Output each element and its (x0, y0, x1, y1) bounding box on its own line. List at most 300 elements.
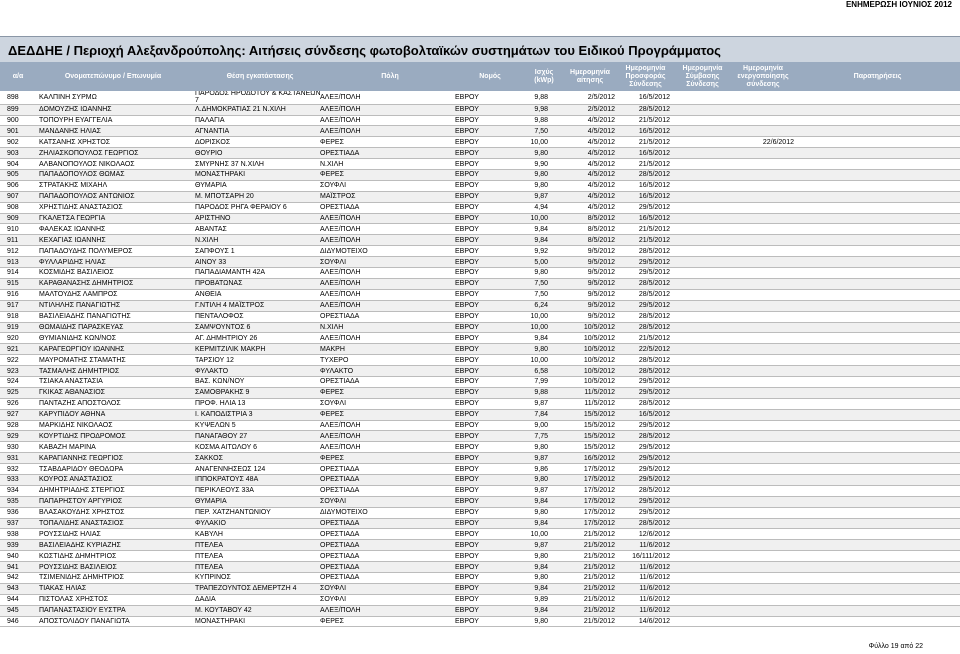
cell-location: Λ.ΔΗΜΟΚΡΑΤΙΑΣ 21 Ν.ΧΙΛΗ (195, 106, 286, 114)
cell-name: ΜΑΝΔΑΝΗΣ ΗΛΙΑΣ (39, 127, 101, 135)
table-row (0, 148, 960, 159)
cell-offer-date: 11/6/2012 (639, 574, 670, 582)
cell-application-date: 21/5/2012 (583, 530, 615, 538)
cell-prefecture: ΕΒΡΟΥ (455, 204, 479, 212)
table-row (0, 388, 960, 399)
cell-application-date: 10/5/2012 (583, 367, 615, 375)
cell-application-date: 9/5/2012 (587, 280, 615, 288)
cell-power: 9,88 (534, 93, 548, 101)
cell-activation-date (738, 323, 794, 333)
cell-name: ΠΑΠΑΡΗΣΤΟΥ ΑΡΓΥΡΙΟΣ (39, 498, 123, 506)
cell-location: Ν.ΧΙΛΗ (195, 236, 219, 244)
cell-city: ΑΛΕΞ/ΠΟΛΗ (320, 607, 361, 615)
cell-aa: 905 (7, 171, 19, 179)
cell-application-date: 15/5/2012 (583, 443, 615, 451)
cell-city: ΟΡΕΣΤΙΑΔΑ (320, 313, 360, 321)
cell-prefecture: ΕΒΡΟΥ (455, 225, 479, 233)
cell-application-date: 11/5/2012 (584, 389, 615, 397)
cell-power: 7,99 (534, 378, 548, 386)
cell-location: ΚΕΡΜΙΤΖΙΛΙΚ ΜΑΚΡΗ (195, 345, 266, 353)
cell-contract-date (680, 235, 732, 245)
cell-name: ΑΛΒΑΝΟΠΟΥΛΟΣ ΝΙΚΟΛΑΟΣ (39, 160, 135, 168)
cell-prefecture: ΕΒΡΟΥ (455, 519, 479, 527)
cell-aa: 913 (7, 258, 19, 266)
cell-offer-date: 12/6/2012 (638, 530, 670, 538)
cell-city: ΟΡΕΣΤΙΑΔΑ (320, 519, 360, 527)
title-bar (0, 36, 960, 62)
cell-name: ΤΣΙΑΚΑ ΑΝΑΣΤΑΣΙΑ (39, 378, 103, 386)
cell-activation-date (738, 279, 794, 289)
cell-application-date: 10/5/2012 (583, 378, 615, 386)
cell-name: ΤΣΙΜΕΝΙΔΗΣ ΔΗΜΗΤΡΙΟΣ (39, 574, 124, 582)
cell-contract-date (680, 486, 732, 496)
cell-city: ΟΡΕΣΤΙΑΔΑ (320, 541, 360, 549)
cell-location: ΣΑΚΚΟΣ (195, 454, 223, 462)
page-title: ΔΕΔΔΗΕ / Περιοχή Αλεξανδρούπολης: Αιτήσεις σύνδεσης φωτοβολταϊκών συστημάτων του Ειδικού Προγράμματος (8, 43, 721, 58)
cell-city: Ν.ΧΙΛΗ (320, 160, 344, 168)
cell-contract-date (680, 148, 732, 158)
cell-offer-date: 28/5/2012 (638, 171, 670, 179)
cell-power: 9,80 (534, 171, 548, 179)
cell-application-date: 21/5/2012 (583, 617, 615, 625)
cell-power: 10,00 (530, 530, 548, 538)
cell-prefecture: ΕΒΡΟΥ (455, 509, 479, 517)
cell-name: ΣΤΡΑΤΑΚΗΣ ΜΙΧΑΗΛ (39, 182, 108, 190)
cell-power: 7,50 (534, 280, 548, 288)
cell-contract-date (680, 410, 732, 420)
col-header-contract-date: Ημερομηνία Σύμβασης Σύνδεσης (682, 64, 723, 88)
cell-location: ΤΑΡΣΙΟΥ 12 (195, 356, 234, 364)
cell-activation-date (738, 214, 794, 224)
cell-contract-date (680, 453, 732, 463)
cell-location: ΚΑΒΥΛΗ (195, 530, 223, 538)
cell-contract-date (680, 224, 732, 234)
cell-location: ΑΝΑΓΕΝΝΗΣΕΩΣ 124 (195, 465, 266, 473)
cell-location: ΣΜΥΡΝΗΣ 37 Ν.ΧΙΛΗ (195, 160, 264, 168)
cell-offer-date: 28/5/2012 (638, 519, 670, 527)
cell-location: ΑΝΘΕΙΑ (195, 291, 222, 299)
cell-name: ΡΟΥΣΣΙΔΗΣ ΗΛΙΑΣ (39, 530, 101, 538)
cell-application-date: 4/5/2012 (587, 204, 615, 212)
table-row (0, 464, 960, 475)
cell-activation-date (738, 312, 794, 322)
cell-name: ΚΑΛΠΙΝΗ ΣΥΡΜΩ (39, 93, 97, 101)
cell-power: 9,84 (534, 498, 548, 506)
cell-application-date: 15/5/2012 (583, 432, 615, 440)
cell-location: Μ. ΜΠΟΤΣΑΡΗ 20 (195, 193, 254, 201)
cell-application-date: 9/5/2012 (587, 302, 615, 310)
cell-application-date: 9/5/2012 (587, 313, 615, 321)
cell-name: ΝΤΙΛΗΛΗΣ ΠΑΝΑΓΙΩΤΗΣ (39, 302, 121, 310)
cell-offer-date: 21/5/2012 (638, 160, 670, 168)
cell-city: ΦΕΡΕΣ (320, 454, 344, 462)
cell-location: ΠΤΕΛΕΑ (195, 541, 224, 549)
cell-contract-date (680, 159, 732, 169)
cell-prefecture: ΕΒΡΟΥ (455, 127, 479, 135)
cell-contract-date (680, 116, 732, 126)
cell-city: ΑΛΕΞ/ΠΟΛΗ (320, 421, 361, 429)
cell-power: 9,80 (534, 149, 548, 157)
cell-name: ΚΑΡΑΘΑΝΑΣΗΣ ΔΗΜΗΤΡΙΟΣ (39, 280, 134, 288)
cell-offer-date: 29/5/2012 (638, 465, 670, 473)
cell-location: ΔΑΔΙΑ (195, 596, 216, 604)
cell-prefecture: ΕΒΡΟΥ (455, 563, 479, 571)
cell-city: ΟΡΕΣΤΙΑΔΑ (320, 476, 360, 484)
cell-power: 10,00 (530, 215, 548, 223)
cell-location-text: ΠΑΡΟΔΟΣ ΗΡΟΔΟΤΟΥ & ΚΑΣΤΑΝΕΩΝ 7 (195, 91, 321, 104)
table-row (0, 333, 960, 344)
cell-offer-date: 22/5/2012 (638, 345, 670, 353)
cell-name: ΤΙΑΚΑΣ ΗΛΙΑΣ (39, 585, 87, 593)
cell-city: ΜΑΚΡΗ (320, 345, 345, 353)
cell-location: ΘΥΜΑΡΙΑ (195, 182, 227, 190)
cell-location (195, 91, 325, 104)
cell-offer-date: 29/5/2012 (638, 443, 670, 451)
cell-location: ΑΒΑΝΤΑΣ (195, 225, 227, 233)
cell-activation-date (738, 529, 794, 539)
cell-application-date: 2/5/2012 (587, 93, 615, 101)
cell-name: ΒΑΣΙΛΕΙΑΔΗΣ ΠΑΝΑΓΙΩΤΗΣ (39, 313, 131, 321)
cell-city: ΦΕΡΕΣ (320, 171, 344, 179)
cell-city: ΣΟΥΦΛΙ (320, 400, 347, 408)
table-row (0, 519, 960, 530)
cell-offer-date: 16/111/2012 (632, 552, 670, 560)
table-row (0, 279, 960, 290)
cell-name: ΦΑΛΕΚΑΣ ΙΩΑΝΝΗΣ (39, 225, 106, 233)
table-row (0, 312, 960, 323)
cell-location: ΑΡΙΣΤΗΝΟ (195, 215, 231, 223)
cell-city: ΣΟΥΦΛΙ (320, 585, 347, 593)
cell-city: ΔΙΔΥΜΟΤΕΙΧΟ (320, 247, 368, 255)
table-row (0, 595, 960, 606)
cell-activation-date (738, 399, 794, 409)
cell-offer-date: 28/5/2012 (638, 323, 670, 331)
cell-location: Μ. ΚΟΥΤΑΒΟΥ 42 (195, 607, 252, 615)
cell-offer-date: 16/5/2012 (638, 215, 670, 223)
cell-contract-date (680, 551, 732, 561)
cell-prefecture: ΕΒΡΟΥ (455, 323, 479, 331)
col-header-application-date: Ημερομηνία αίτησης (570, 68, 610, 84)
cell-location: ΙΠΠΟΚΡΑΤΟΥΣ 48Α (195, 476, 259, 484)
cell-prefecture: ΕΒΡΟΥ (455, 432, 479, 440)
table-row (0, 203, 960, 214)
cell-name: ΠΑΝΤΑΖΗΣ ΑΠΟΣΤΟΛΟΣ (39, 400, 121, 408)
cell-aa: 914 (7, 269, 19, 277)
cell-aa: 924 (7, 378, 19, 386)
cell-offer-date: 14/6/2012 (638, 617, 670, 625)
cell-application-date: 4/5/2012 (587, 182, 615, 190)
cell-offer-date: 29/5/2012 (638, 454, 670, 462)
cell-contract-date (680, 170, 732, 180)
cell-offer-date: 28/5/2012 (638, 487, 670, 495)
cell-contract-date (680, 584, 732, 594)
table-row (0, 214, 960, 225)
cell-prefecture: ΕΒΡΟΥ (455, 552, 479, 560)
cell-contract-date (680, 464, 732, 474)
cell-name: ΚΟΣΜΙΔΗΣ ΒΑΣΙΛΕΙΟΣ (39, 269, 114, 277)
cell-city: ΑΛΕΞ/ΠΟΛΗ (320, 117, 361, 125)
cell-city: ΤΥΧΕΡΟ (320, 356, 349, 364)
cell-name: ΘΩΜΑΙΔΗΣ ΠΑΡΑΣΚΕΥΑΣ (39, 323, 124, 331)
cell-power: 9,80 (534, 552, 548, 560)
col-header-location: Θέση εγκατάστασης (226, 72, 294, 80)
table-row (0, 508, 960, 519)
cell-application-date: 10/5/2012 (583, 323, 615, 331)
cell-contract-date (680, 333, 732, 343)
cell-aa: 932 (7, 465, 19, 473)
cell-power: 9,87 (534, 400, 548, 408)
cell-activation-date (738, 486, 794, 496)
cell-aa: 919 (7, 323, 19, 331)
cell-city: ΑΛΕΞ/ΠΟΛΗ (320, 215, 361, 223)
table-row (0, 246, 960, 257)
cell-city: ΟΡΕΣΤΙΑΔΑ (320, 204, 360, 212)
cell-name: ΤΣΑΒΔΑΡΙΔΟΥ ΘΕΟΔΩΡΑ (39, 465, 124, 473)
cell-application-date: 17/5/2012 (583, 509, 615, 517)
col-header-offer-date: Ημερομηνία Προσφοράς Σύνδεσης (625, 64, 666, 88)
cell-city: ΑΛΕΞ/ΠΟΛΗ (320, 334, 361, 342)
cell-power: 9,00 (534, 421, 548, 429)
cell-contract-date (680, 540, 732, 550)
table-row (0, 290, 960, 301)
cell-location: ΠΑΝΑΓΑΘΟΥ 27 (195, 432, 248, 440)
cell-application-date: 17/5/2012 (583, 476, 615, 484)
cell-location: ΑΓΝΑΝΤΙΑ (195, 127, 230, 135)
cell-aa: 945 (7, 607, 19, 615)
table-row (0, 497, 960, 508)
cell-offer-date: 11/6/2012 (639, 541, 670, 549)
cell-location: ΚΟΣΜΑ ΑΙΤΩΛΟΥ 6 (195, 443, 258, 451)
cell-prefecture: ΕΒΡΟΥ (455, 269, 479, 277)
cell-aa: 942 (7, 574, 19, 582)
cell-aa: 900 (7, 117, 19, 125)
cell-aa: 910 (7, 225, 19, 233)
cell-name: ΚΑΡΑΓΕΩΡΓΙΟΥ ΙΩΑΝΝΗΣ (39, 345, 125, 353)
cell-offer-date: 29/5/2012 (638, 476, 670, 484)
cell-activation-date (738, 540, 794, 550)
cell-name: ΒΛΑΣΑΚΟΥΔΗΣ ΧΡΗΣΤΟΣ (39, 509, 125, 517)
cell-activation-date (738, 344, 794, 354)
cell-offer-date: 16/5/2012 (638, 127, 670, 135)
cell-location: Γ.ΝΤΙΛΗ 4 ΜΑΪΣΤΡΟΣ (195, 302, 265, 310)
cell-offer-date: 16/5/2012 (638, 193, 670, 201)
cell-location: ΤΡΑΠΕΖΟΥΝΤΟΣ ΔΕΜΕΡΤΖΗ 4 (195, 585, 297, 593)
cell-aa: 927 (7, 411, 19, 419)
cell-city: ΣΟΥΦΛΙ (320, 182, 347, 190)
cell-power: 7,50 (534, 291, 548, 299)
cell-name: ΠΑΠΑΔΟΠΟΥΛΟΣ ΑΝΤΩΝΙΟΣ (39, 193, 135, 201)
cell-aa: 921 (7, 345, 19, 353)
cell-prefecture: ΕΒΡΟΥ (455, 345, 479, 353)
top-bar (0, 0, 960, 10)
cell-name: ΚΟΥΡΤΙΔΗΣ ΠΡΟΔΡΟΜΟΣ (39, 432, 126, 440)
cell-activation-date (738, 246, 794, 256)
cell-application-date: 4/5/2012 (587, 127, 615, 135)
page-footer: Φύλλο 19 από 22 (868, 643, 923, 650)
cell-power: 10,00 (530, 313, 548, 321)
cell-name: ΓΚΑΛΕΤΣΑ ΓΕΩΡΓΙΑ (39, 215, 106, 223)
table-row (0, 116, 960, 127)
cell-aa: 926 (7, 400, 19, 408)
cell-contract-date (680, 606, 732, 616)
cell-aa: 930 (7, 443, 19, 451)
table-row (0, 377, 960, 388)
cell-activation-date (738, 377, 794, 387)
cell-application-date: 9/5/2012 (587, 269, 615, 277)
cell-prefecture: ΕΒΡΟΥ (455, 160, 479, 168)
cell-application-date: 10/5/2012 (583, 356, 615, 364)
table-row (0, 486, 960, 497)
cell-aa: 925 (7, 389, 19, 397)
cell-power: 9,84 (534, 563, 548, 571)
cell-city: ΟΡΕΣΤΙΑΔΑ (320, 487, 360, 495)
cell-contract-date (680, 246, 732, 256)
cell-application-date: 17/5/2012 (583, 487, 615, 495)
cell-city: ΑΛΕΞ/ΠΟΛΗ (320, 225, 361, 233)
cell-city: ΦΕΡΕΣ (320, 411, 344, 419)
cell-city: ΦΕΡΕΣ (320, 617, 344, 625)
cell-power: 9,87 (534, 487, 548, 495)
cell-prefecture: ΕΒΡΟΥ (455, 247, 479, 255)
cell-aa: 941 (7, 563, 19, 571)
cell-city: ΜΑΪΣΤΡΟΣ (320, 193, 356, 201)
cell-name: ΡΟΥΣΣΙΔΗΣ ΒΑΣΙΛΕΙΟΣ (39, 563, 117, 571)
table-row (0, 355, 960, 366)
cell-offer-date: 11/6/2012 (639, 585, 670, 593)
cell-application-date: 21/5/2012 (583, 563, 615, 571)
col-header-name: Ονοματεπώνυμο / Επωνυμία (64, 72, 162, 80)
cell-contract-date (680, 301, 732, 311)
cell-prefecture: ΕΒΡΟΥ (455, 574, 479, 582)
cell-prefecture: ΕΒΡΟΥ (455, 302, 479, 310)
cell-power: 9,84 (534, 585, 548, 593)
cell-power: 5,00 (534, 258, 548, 266)
cell-location: ΑΓ. ΔΗΜΗΤΡΙΟΥ 26 (195, 334, 258, 342)
cell-aa: 909 (7, 215, 19, 223)
cell-activation-date (738, 91, 794, 104)
cell-offer-date: 29/5/2012 (638, 269, 670, 277)
cell-name: ΚΑΡΑΓΙΑΝΝΗΣ ΓΕΩΡΓΙΟΣ (39, 454, 124, 462)
cell-prefecture: ΕΒΡΟΥ (455, 596, 479, 604)
cell-offer-date: 29/5/2012 (638, 378, 670, 386)
cell-offer-date: 29/5/2012 (638, 498, 670, 506)
update-note: ΕΝΗΜΕΡΩΣΗ ΙΟΥΝΙΟΣ 2012 (845, 0, 952, 9)
cell-city: ΑΛΕΞ/ΠΟΛΗ (320, 236, 361, 244)
cell-activation-date (738, 410, 794, 420)
cell-power: 9,89 (534, 596, 548, 604)
cell-aa: 940 (7, 552, 19, 560)
table-row (0, 268, 960, 279)
cell-location: ΜΟΝΑΣΤΗΡΑΚΙ (195, 171, 246, 179)
cell-name: ΜΑΛΤΟΥΔΗΣ ΛΑΜΠΡΟΣ (39, 291, 118, 299)
cell-name: ΚΑΒΑΖΗ ΜΑΡΙΝΑ (39, 443, 96, 451)
table-row (0, 301, 960, 312)
cell-prefecture: ΕΒΡΟΥ (455, 530, 479, 538)
cell-offer-date: 16/5/2012 (638, 93, 670, 101)
cell-power: 9,80 (534, 182, 548, 190)
cell-power: 10,00 (530, 138, 548, 146)
cell-activation-date (738, 290, 794, 300)
cell-prefecture: ΕΒΡΟΥ (455, 117, 479, 125)
cell-location: ΠΤΕΛΕΑ (195, 563, 224, 571)
cell-name: ΤΟΠΑΛΙΔΗΣ ΑΝΑΣΤΑΣΙΟΣ (39, 519, 124, 527)
cell-application-date: 15/5/2012 (583, 421, 615, 429)
cell-location: ΒΑΣ. ΚΩΝ/ΝΟΥ (195, 378, 245, 386)
cell-power: 9,87 (534, 454, 548, 462)
cell-location: ΚΥΨΕΛΩΝ 5 (195, 421, 236, 429)
cell-city: ΟΡΕΣΤΙΑΔΑ (320, 530, 360, 538)
cell-aa: 904 (7, 160, 19, 168)
cell-prefecture: ΕΒΡΟΥ (455, 487, 479, 495)
cell-prefecture: ΕΒΡΟΥ (455, 465, 479, 473)
table-row (0, 606, 960, 617)
cell-power: 10,00 (530, 323, 548, 331)
cell-prefecture: ΕΒΡΟΥ (455, 171, 479, 179)
cell-city: ΟΡΕΣΤΙΑΔΑ (320, 378, 360, 386)
cell-prefecture: ΕΒΡΟΥ (455, 258, 479, 266)
cell-contract-date (680, 257, 732, 267)
cell-power: 7,84 (534, 411, 548, 419)
table-row (0, 192, 960, 203)
cell-prefecture: ΕΒΡΟΥ (455, 443, 479, 451)
cell-offer-date: 29/5/2012 (638, 204, 670, 212)
cell-power: 7,50 (534, 127, 548, 135)
cell-city: ΑΛΕΞ/ΠΟΛΗ (320, 291, 361, 299)
cell-power: 9,80 (534, 574, 548, 582)
cell-application-date: 4/5/2012 (587, 193, 615, 201)
table-row (0, 442, 960, 453)
cell-offer-date: 21/5/2012 (638, 225, 670, 233)
cell-application-date: 21/5/2012 (583, 552, 615, 560)
table-row (0, 126, 960, 137)
cell-application-date: 21/5/2012 (583, 585, 615, 593)
cell-location: ΣΑΠΦΟΥΣ 1 (195, 247, 235, 255)
cell-prefecture: ΕΒΡΟΥ (455, 280, 479, 288)
cell-aa: 901 (7, 127, 19, 135)
cell-application-date: 21/5/2012 (583, 607, 615, 615)
cell-contract-date (680, 214, 732, 224)
cell-contract-date (680, 388, 732, 398)
cell-aa: 944 (7, 596, 19, 604)
table-row (0, 551, 960, 562)
cell-activation-date (738, 606, 794, 616)
cell-city: ΟΡΕΣΤΙΑΔΑ (320, 149, 360, 157)
cell-activation-date (738, 203, 794, 213)
table-row (0, 170, 960, 181)
cell-offer-date: 28/5/2012 (638, 247, 670, 255)
cell-application-date: 9/5/2012 (587, 291, 615, 299)
cell-application-date: 10/5/2012 (583, 334, 615, 342)
cell-location: ΘΥΜΑΡΙΑ (195, 498, 227, 506)
cell-power: 9,84 (534, 519, 548, 527)
table-row (0, 181, 960, 192)
cell-aa: 934 (7, 487, 19, 495)
cell-activation-date (738, 268, 794, 278)
table-row (0, 91, 960, 105)
cell-aa: 907 (7, 193, 19, 201)
table-row (0, 159, 960, 170)
cell-location: ΦΥΛΑΚΤΟ (195, 367, 229, 375)
cell-activation-date (738, 333, 794, 343)
cell-activation-date (738, 192, 794, 202)
cell-location: ΘΟΥΡΙΟ (195, 149, 223, 157)
cell-power: 9,88 (534, 117, 548, 125)
cell-aa: 906 (7, 182, 19, 190)
cell-prefecture: ΕΒΡΟΥ (455, 541, 479, 549)
cell-application-date: 21/5/2012 (583, 574, 615, 582)
cell-offer-date: 21/5/2012 (638, 138, 670, 146)
cell-city: ΑΛΕΞ/ΠΟΛΗ (320, 302, 361, 310)
